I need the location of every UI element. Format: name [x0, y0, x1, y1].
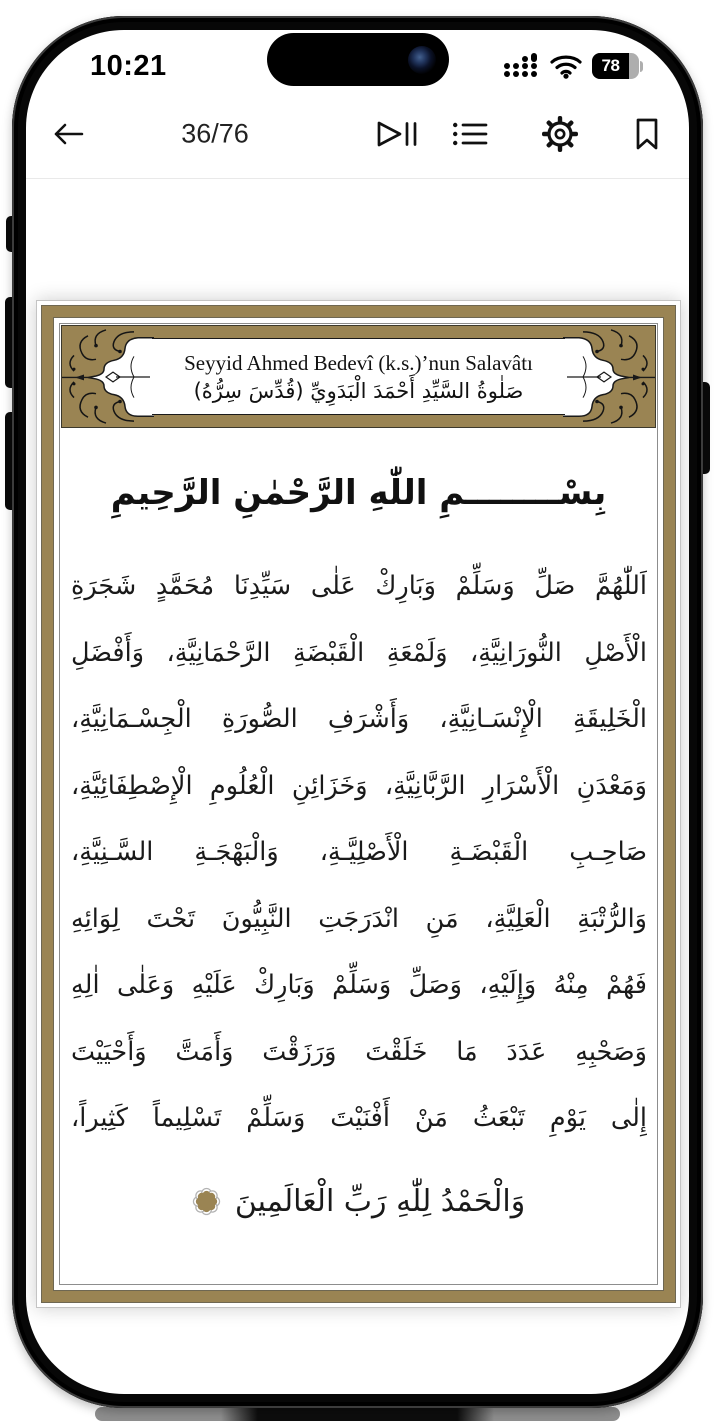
phone-bottom-rim — [95, 1407, 620, 1421]
header-ornament-right — [563, 326, 655, 427]
play-pause-icon — [374, 118, 419, 150]
prayer-line: صَاحِـبِ الْقَبْضَـةِ الْأَصْلِيَّـةِ، وَالْبَهْجَـةِ السَّـنِيَّةِ، — [71, 837, 647, 867]
prayer-page[interactable] — [36, 300, 681, 1308]
prayer-line: اَللّٰهُمَّ صَلِّ وَسَلِّمْ وَبَارِكْ عَلٰى سَيِّدِنَا مُحَمَّدٍ شَجَرَةِ — [71, 571, 647, 601]
prayer-line: الْخَلِيقَةِ الْإِنْسَـانِيَّةِ، وَأَشْرَفِ الصُّورَةِ الْجِسْـمَانِيَّةِ، — [71, 704, 647, 734]
list-icon — [452, 119, 488, 149]
header-ornament-left — [62, 326, 154, 427]
battery-percent: 78 — [601, 56, 620, 75]
prayer-line: وَالرُّتْبَةِ الْعَلِيَّةِ، مَنِ انْدَرَجَتِ النَّبِيُّونَ تَحْتَ لِوَائِهِ — [71, 903, 647, 934]
play-pause-button[interactable] — [374, 118, 419, 150]
wifi-icon — [549, 53, 583, 79]
gear-icon — [541, 115, 579, 153]
header-title-panel — [152, 338, 565, 415]
page-header — [61, 325, 656, 428]
header-title-arabic: صَلٰوةُ السَّيِّدِ أَحْمَدَ الْبَدَوِيِّ (قُدِّسَ سِرُّهُ) — [193, 378, 524, 403]
toolbar-divider — [26, 178, 689, 179]
list-button[interactable] — [452, 119, 488, 149]
phone-frame — [12, 16, 703, 1408]
rosette-icon — [192, 1187, 221, 1216]
reader-toolbar — [26, 108, 689, 160]
dynamic-island — [267, 33, 449, 86]
header-title-latin: Seyyid Ahmed Bedevî (k.s.)’nun Salavâtı — [184, 350, 533, 375]
back-arrow-icon — [50, 120, 86, 148]
closing-line — [37, 1163, 680, 1239]
prayer-text — [71, 553, 647, 1152]
prayer-line: وَصَحْبِهِ عَدَدَ مَا خَلَقْتَ وَرَزَقْتَ وَأَمَتَّ وَأَحْيَيْتَ — [71, 1036, 647, 1067]
cellular-signal-icon — [502, 53, 540, 79]
page-indicator: 36/76 — [181, 118, 249, 149]
prayer-line: الْأَصْلِ النُّورَانِيَّةِ، وَلَمْعَةِ الْقَبْضَةِ الرَّحْمَانِيَّةِ، وَأَفْضَلِ — [71, 637, 647, 668]
prayer-line: إِلٰى يَوْمِ تَبْعَثُ مَنْ أَفْنَيْتَ وَسَلِّمْ تَسْلِيماً كَثِيراً، — [71, 1103, 647, 1133]
prayer-line: وَمَعْدَنِ الْأَسْرَارِ الرَّبَّانِيَّةِ، وَخَزَائِنِ الْعُلُومِ الْإِصْطِفَائِيَّةِ، — [71, 770, 647, 801]
back-button[interactable] — [50, 120, 86, 148]
camera-icon — [408, 46, 436, 74]
settings-button[interactable] — [541, 115, 579, 153]
battery-icon — [592, 53, 643, 79]
prayer-line: فَهُمْ مِنْهُ وَإِلَيْهِ، وَصَلِّ وَسَلِّمْ وَبَارِكْ عَلَيْهِ وَعَلٰى اٰلِهِ — [71, 970, 647, 1000]
bismillah-calligraphy: بِسْــــــــمِ اللّٰهِ الرَّحْمٰنِ الرَّحِيمِ — [110, 473, 607, 513]
status-time: 10:21 — [90, 50, 167, 82]
closing-text: وَالْحَمْدُ لِلّٰهِ رَبِّ الْعَالَمِينَ — [234, 1183, 526, 1219]
bookmark-button[interactable] — [632, 117, 662, 151]
screen — [26, 30, 689, 1394]
bookmark-icon — [632, 117, 662, 151]
